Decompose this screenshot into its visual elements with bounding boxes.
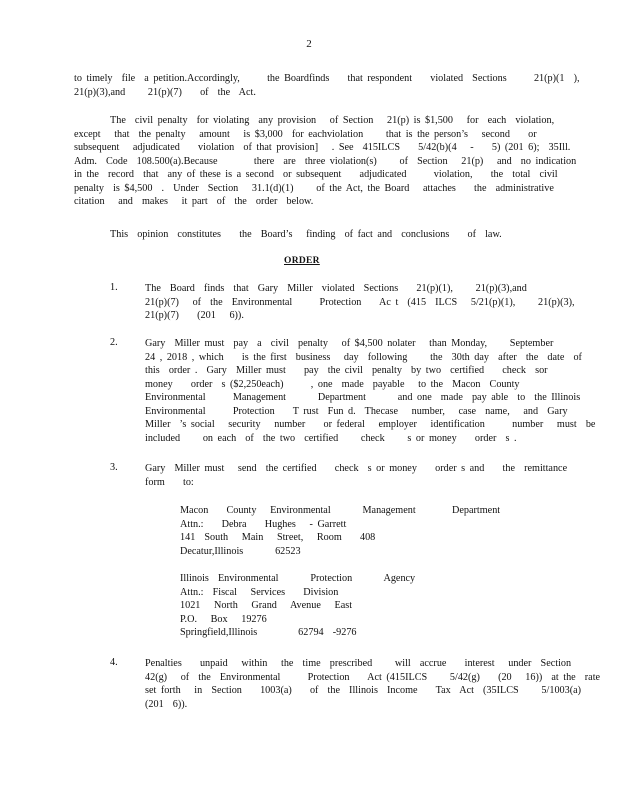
- text-line: 21(p)(7) (201 6)).: [145, 310, 244, 321]
- text-line: form to:: [145, 476, 194, 488]
- text-line: set forth in Section 1003(a) of the Illinois Income Tax Act (35ILCS 5/1003(a): [145, 685, 582, 696]
- text-line: The civil penalty for violating any provision of Section 21(p) is $1,500 for each violation,: [110, 115, 555, 126]
- order-heading: ORDER: [284, 256, 320, 266]
- paragraph-finding: [74, 72, 580, 99]
- address-line: Springfield,Illinois 62794 -9276: [180, 627, 357, 638]
- text-line: Environmental Management Department and one made pay able to the Illinois: [145, 392, 581, 403]
- text-line: penalty is $4,500 . Under Section 31.1(d)(1) of the Act, the Board attaches the administrative: [74, 182, 554, 194]
- text-line: 24 , 2018 , which is the first business day following the 30th day after the date of: [145, 351, 582, 363]
- address-line: Decatur,Illinois 62523: [180, 545, 301, 557]
- text-line: This opinion constitutes the Board’s finding of fact and conclusions of law.: [110, 229, 502, 240]
- text-line: except that the penalty amount is $3,000 for eachviolation that is the person’s second or: [74, 128, 537, 140]
- address-block-iepa: [180, 572, 415, 640]
- text-line: Miller ’s social security number or federal employer identification number must be: [145, 419, 596, 430]
- text-line: Penalties unpaid within the time prescribed will accrue interest under Section: [145, 658, 572, 669]
- text-line: to timely file a petition.Accordingly, the Boardfinds that respondent violated Sections 21(p)(1 ),: [74, 73, 580, 84]
- address-line: 1021 North Grand Avenue East: [180, 600, 353, 611]
- text-line: this order . Gary Miller must pay the civil penalty by two certified check sor: [145, 365, 548, 376]
- address-line: Illinois Environmental Protection Agency: [180, 573, 416, 584]
- text-line: Environmental Protection T rust Fun d. Thecase number, case name, and Gary: [145, 405, 568, 417]
- text-line: included on each of the two certified check s or money order s .: [145, 432, 517, 444]
- text-line: citation and makes it part of the order below.: [74, 196, 314, 207]
- item-number: 3.: [110, 462, 118, 473]
- item-number: 4.: [110, 657, 118, 668]
- address-line: Attn.: Debra Hughes - Garrett: [180, 518, 347, 530]
- text-line: The Board finds that Gary Miller violated Sections 21(p)(1), 21(p)(3),and: [145, 283, 527, 294]
- address-line: P.O. Box 19276: [180, 613, 267, 625]
- address-block-macon: [180, 504, 500, 558]
- text-line: subsequent adjudicated violation of that provision] . See 415ILCS 5/42(b)(4 - 5) (201 6); 35Ill.: [74, 142, 571, 153]
- address-line: Attn.: Fiscal Services Division: [180, 586, 339, 598]
- page-number: 2: [306, 38, 312, 50]
- text-line: Adm. Code 108.500(a).Because there are three violation(s) of Section 21(p) and no indication: [74, 155, 577, 167]
- text-line: in the record that any of these is a second or subsequent adjudicated violation, the total civil: [74, 169, 558, 180]
- text-line: (201 6)).: [145, 698, 188, 710]
- text-line: Gary Miller must pay a civil penalty of $4,500 nolater than Monday, September: [145, 338, 554, 349]
- item-number: 2.: [110, 337, 118, 348]
- paragraph-opinion: [110, 228, 502, 242]
- address-line: Macon County Environmental Management Department: [180, 505, 501, 516]
- paragraph-penalty: [74, 114, 576, 209]
- item-number: 1.: [110, 282, 118, 293]
- text-line: money order s ($2,250each) , one made payable to the Macon County: [145, 378, 520, 390]
- address-line: 141 South Main Street, Room 408: [180, 532, 376, 543]
- text-line: 21(p)(3),and 21(p)(7) of the Act.: [74, 86, 256, 98]
- text-line: 21(p)(7) of the Environmental Protection Ac t (415 ILCS 5/21(p)(1), 21(p)(3),: [145, 296, 575, 308]
- text-line: 42(g) of the Environmental Protection Act (415ILCS 5/42(g) (20 16)) at the rate: [145, 671, 601, 683]
- text-line: Gary Miller must send the certified check s or money order s and the remittance: [145, 463, 568, 474]
